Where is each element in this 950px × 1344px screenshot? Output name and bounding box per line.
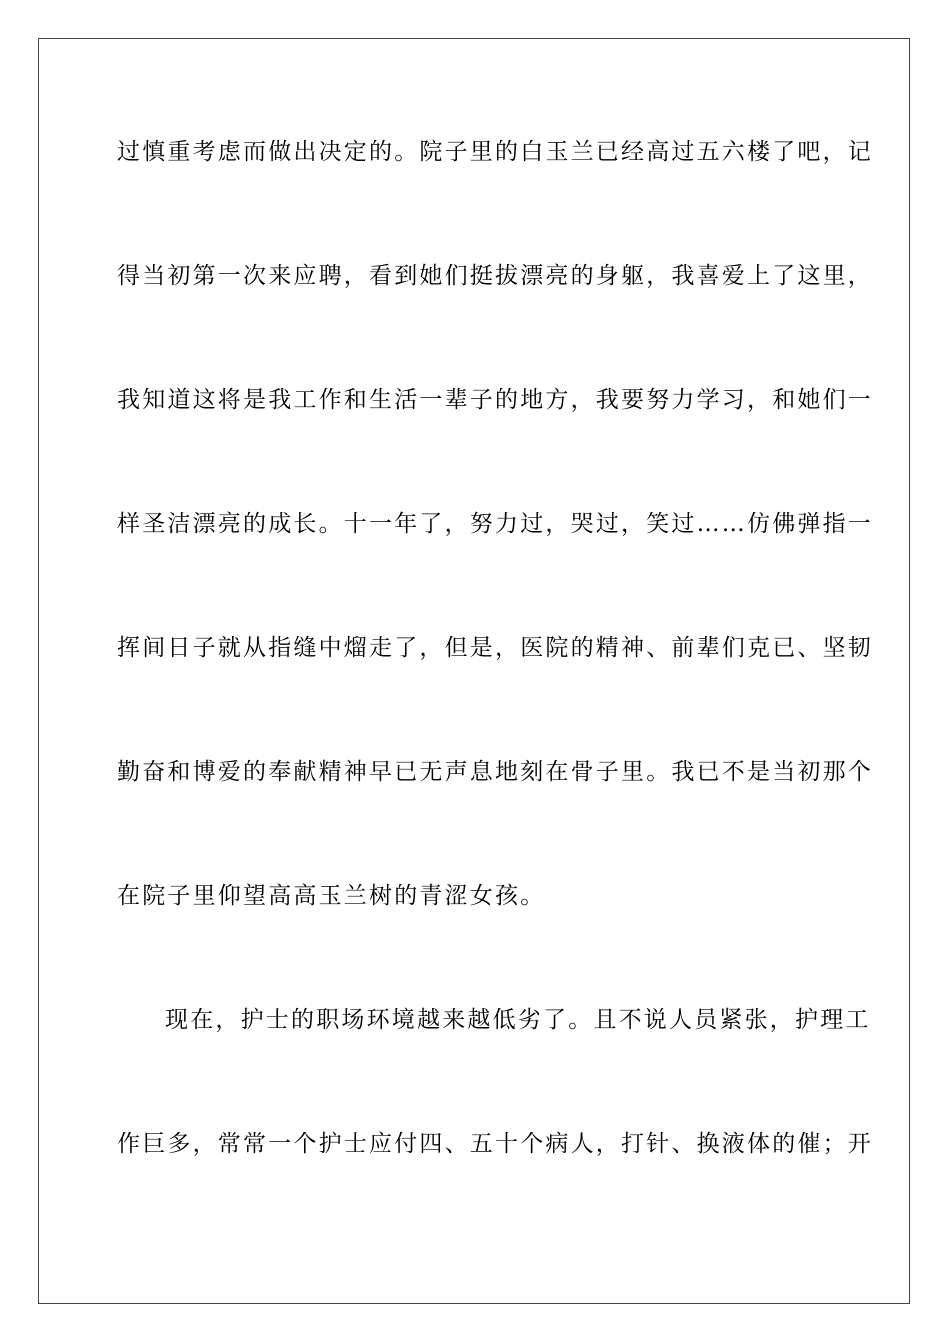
page-border <box>38 38 910 1304</box>
text-line: 我知道这将是我工作和生活一辈子的地方，我要努力学习，和她们一 <box>117 387 873 413</box>
text-line: 作巨多，常常一个护士应付四、五十个病人，打针、换液体的催；开 <box>117 1131 873 1157</box>
text-line: 挥间日子就从指缝中熘走了，但是，医院的精神、前辈们克已、坚韧 <box>117 635 873 661</box>
text-line: 在院子里仰望高高玉兰树的青涩女孩。 <box>117 883 546 909</box>
text-line: 过慎重考虑而做出决定的。院子里的白玉兰已经高过五六楼了吧，记 <box>117 139 873 165</box>
text-line: 得当初第一次来应聘，看到她们挺拔漂亮的身躯，我喜爱上了这里， <box>117 263 873 289</box>
text-line: 勤奋和博爱的奉献精神早已无声息地刻在骨子里。我已不是当初那个 <box>117 759 873 785</box>
text-line: 样圣洁漂亮的成长。十一年了，努力过，哭过，笑过……仿佛弹指一 <box>117 511 873 537</box>
paragraph-first-line: 现在，护士的职场环境越来越低劣了。且不说人员紧张，护理工 <box>165 1007 871 1033</box>
